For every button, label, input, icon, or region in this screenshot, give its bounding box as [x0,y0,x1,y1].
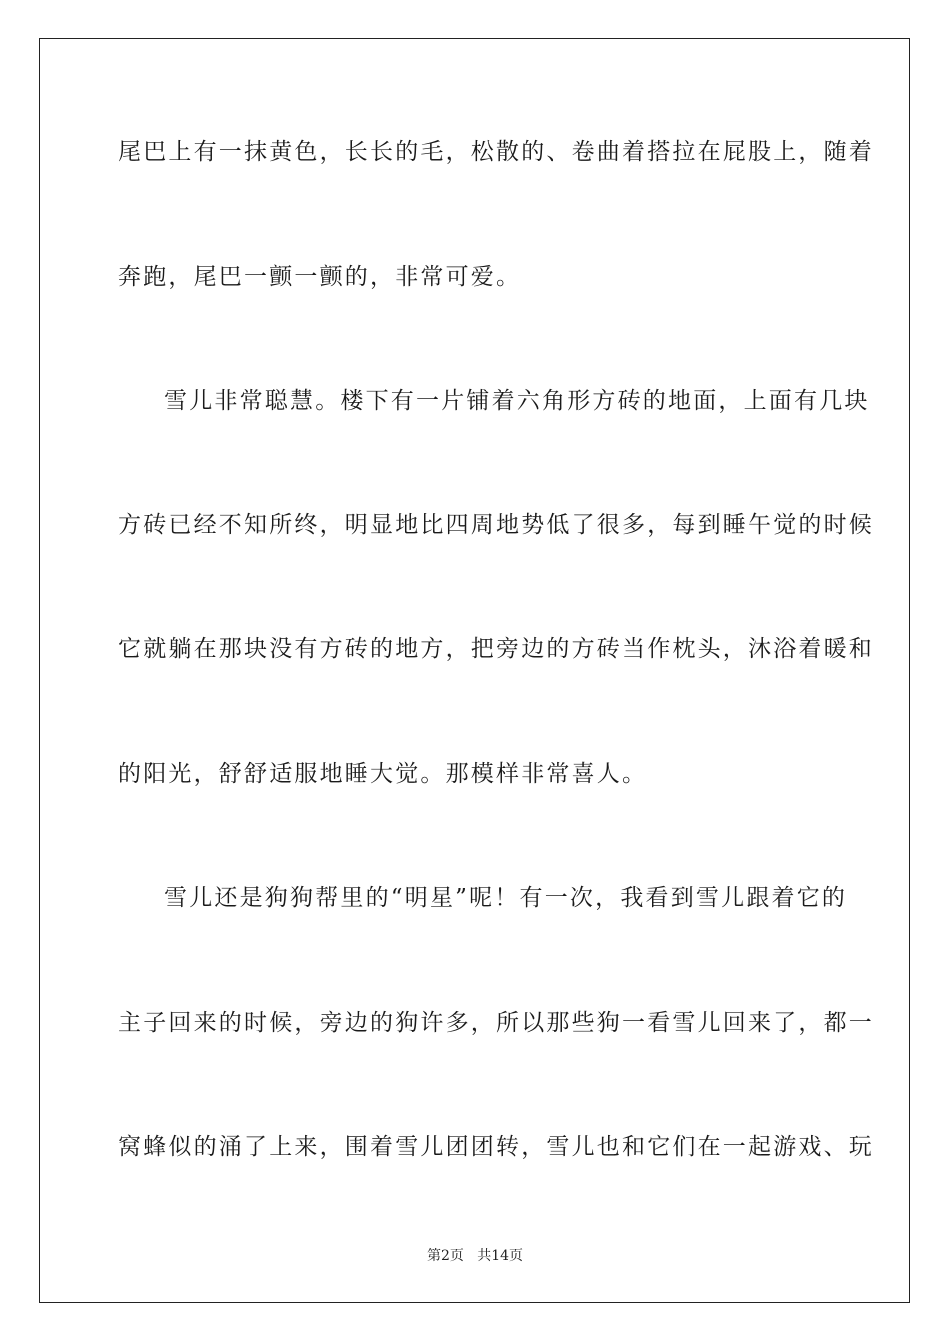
text-line-8: 主子回来的时候，旁边的狗许多，所以那些狗一看雪儿回来了，都一 [118,1010,874,1036]
text-line-5: 它就躺在那块没有方砖的地方，把旁边的方砖当作枕头，沐浴着暖和 [118,636,874,662]
text-line-3: 雪儿非常聪慧。楼下有一片铺着六角形方砖的地面，上面有几块 [164,388,870,414]
text-line-2: 奔跑，尾巴一颤一颤的，非常可爱。 [118,264,522,290]
page-border [39,38,910,1303]
text-line-7: 雪儿还是狗狗帮里的“明星”呢！有一次，我看到雪儿跟着它的 [164,885,848,911]
text-line-6: 的阳光，舒舒适服地睡大觉。那模样非常喜人。 [118,761,648,787]
text-line-4: 方砖已经不知所终，明显地比四周地势低了很多，每到睡午觉的时候 [118,512,874,538]
page-number-footer: 第2页 共14页 [426,1248,524,1264]
text-line-9: 窝蜂似的涌了上来，围着雪儿团团转，雪儿也和它们在一起游戏、玩 [118,1134,874,1160]
text-line-1: 尾巴上有一抹黄色，长长的毛，松散的、卷曲着搭拉在屁股上，随着 [118,139,874,165]
